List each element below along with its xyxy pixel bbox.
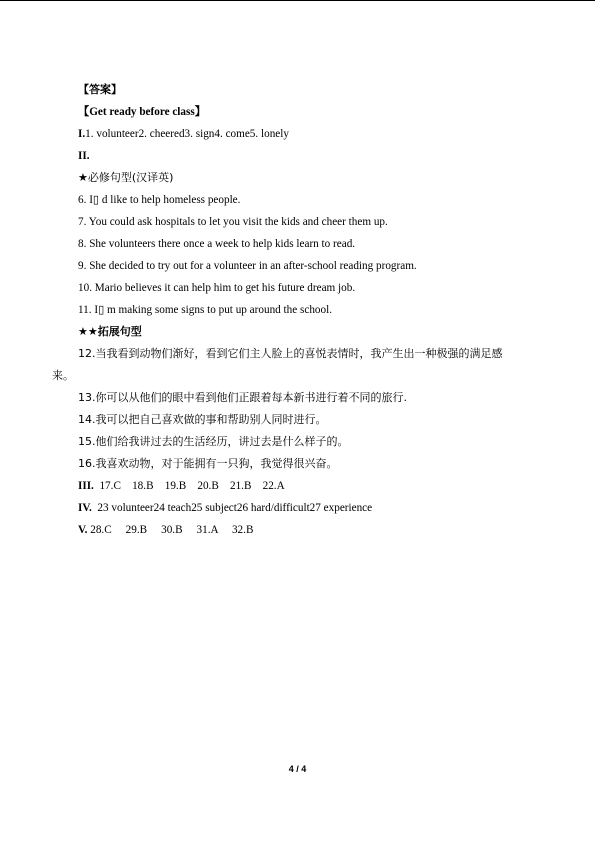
section-3-label: III. — [78, 480, 94, 492]
sentence-8: 8. She volunteers there once a week to help kids learn to read. — [78, 238, 356, 250]
section-1-line — [78, 123, 538, 145]
section-1-label: I. — [78, 128, 86, 140]
section-1-answers: 1. volunteer2. cheered3. sign4. come5. lonely — [85, 128, 289, 140]
sentence-6: 6. I▯ d like to help homeless people. — [78, 194, 241, 206]
section-heading-get-ready: 【Get ready before class】 — [78, 106, 206, 118]
sentence-7: 7. You could ask hospitals to let you visit the kids and cheer them up. — [78, 216, 388, 228]
sentence-11: 11. I▯ m making some signs to put up around the school. — [78, 304, 333, 316]
top-rule — [0, 0, 595, 1]
answer-content — [52, 79, 538, 541]
section-4-line — [78, 497, 538, 519]
section-2-label: II. — [78, 150, 90, 162]
section-5-label: V. — [78, 524, 88, 536]
sentence-12-line-2: 来。 — [52, 369, 74, 382]
sentence-9: 9. She decided to try out for a volunteer in an after-school reading program. — [78, 260, 417, 272]
section-4-answers: 23 volunteer24 teach25 subject26 hard/difficult27 experience — [97, 502, 373, 514]
section-3-answers: 17.C 18.B 19.B 20.B 21.B 22.A — [99, 480, 285, 492]
sentence-16: 16.我喜欢动物，对于能拥有一只狗，我觉得很兴奋。 — [78, 457, 338, 470]
sentence-15: 15.他们给我讲过去的生活经历，讲过去是什么样子的。 — [78, 435, 349, 448]
section-5-answers: 28.C 29.B 30.B 31.A 32.B — [90, 524, 254, 536]
section-3-line — [78, 475, 538, 497]
page-number: 4 / 4 — [288, 764, 307, 774]
sentence-14: 14.我可以把自己喜欢做的事和帮助别人同时进行。 — [78, 413, 327, 426]
sentence-12-line-1: 12.当我看到动物们渐好，看到它们主人脸上的喜悦表情时，我产生出一种极强的满足感 — [78, 347, 503, 360]
section-5-line — [78, 519, 538, 541]
answer-heading: 【答案】 — [78, 83, 122, 96]
section-4-label: IV. — [78, 502, 92, 514]
compulsory-sentences-heading: ★必修句型(汉译英) — [78, 171, 174, 184]
sentence-13: 13.你可以从他们的眼中看到他们正跟着每本新书进行着不同的旅行. — [78, 391, 407, 404]
sentence-10: 10. Mario believes it can help him to get his future dream job. — [78, 282, 356, 294]
extended-sentences-heading: ★★拓展句型 — [78, 325, 142, 338]
